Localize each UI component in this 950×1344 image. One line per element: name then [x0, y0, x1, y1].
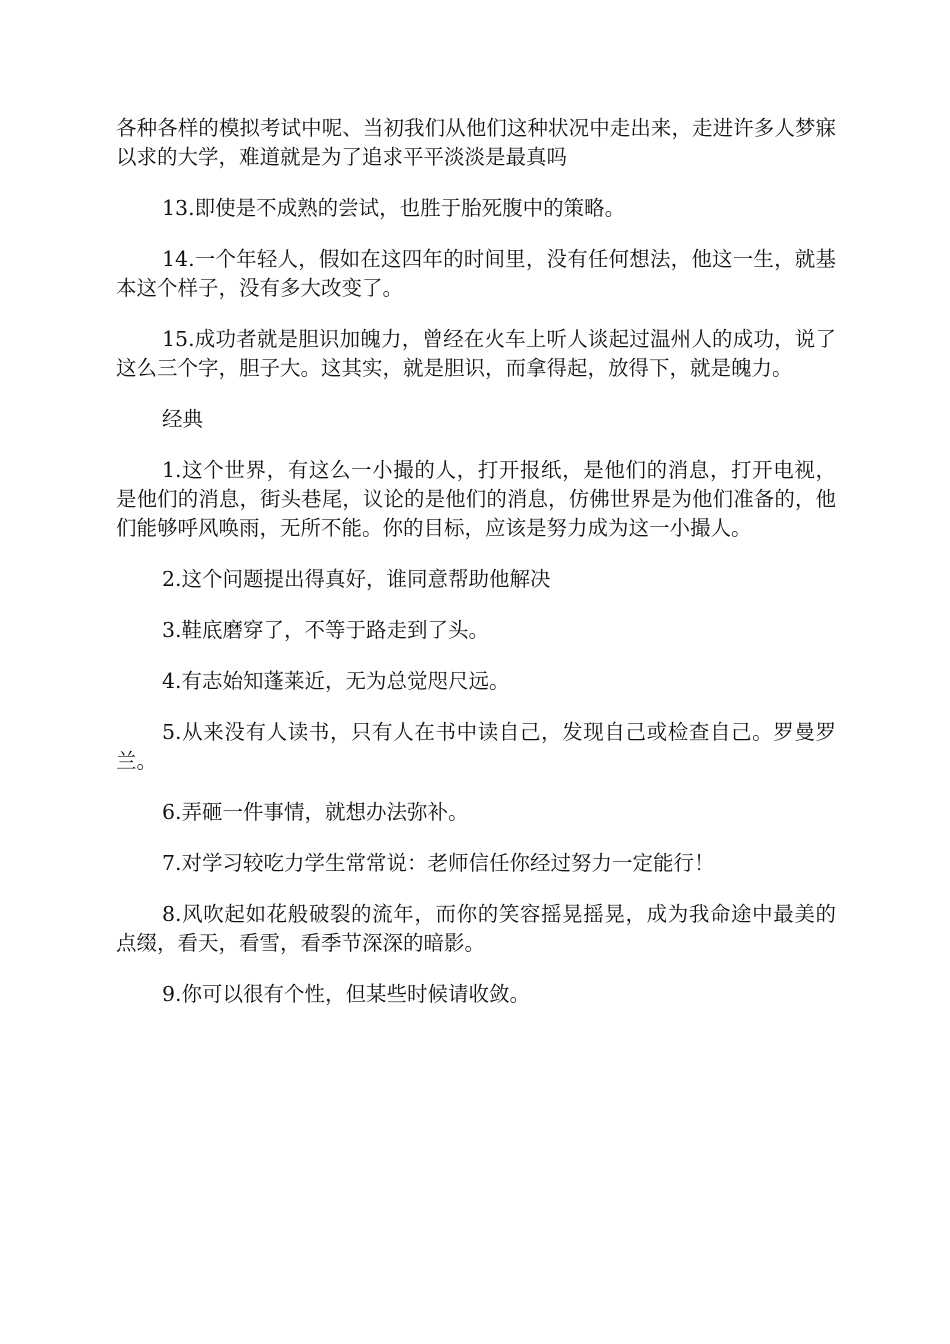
paragraph-item-4: 4.有志始知蓬莱近，无为总觉咫尺远。 [162, 669, 510, 693]
paragraph-item-9: 9.你可以很有个性，但某些时候请收敛。 [162, 982, 531, 1006]
paragraph-item-2: 2.这个问题提出得真好，谁同意帮助他解决 [162, 567, 551, 591]
paragraph-continuation: 各种各样的模拟考试中呢、当初我们从他们这种状况中走出来，走进许多人梦寐以求的大学，难道就是为了追求平平淡淡是最真吗 [116, 116, 836, 169]
document-body [116, 114, 836, 1031]
paragraph-item-15: 15.成功者就是胆识加魄力，曾经在火车上听人谈起过温州人的成功，说了这么三个字，胆子大。这其实，就是胆识，而拿得起，放得下，就是魄力。 [116, 327, 836, 380]
paragraph-item-6: 6.弄砸一件事情，就想办法弥补。 [162, 800, 469, 824]
paragraph-item-8: 8.风吹起如花般破裂的流年，而你的笑容摇晃摇晃，成为我命途中最美的点缀，看天，看雪，看季节深深的暗影。 [116, 902, 836, 955]
paragraph-item-5: 5.从来没有人读书，只有人在书中读自己，发现自己或检查自己。罗曼罗兰。 [116, 720, 836, 773]
paragraph-item-7: 7.对学习较吃力学生常常说：老师信任你经过努力一定能行！ [162, 851, 715, 875]
paragraph-item-14: 14.一个年轻人，假如在这四年的时间里，没有任何想法，他这一生，就基本这个样子，没有多大改变了。 [116, 247, 836, 300]
paragraph-item-1: 1.这个世界，有这么一小撮的人，打开报纸，是他们的消息，打开电视，是他们的消息，街头巷尾，议论的是他们的消息，仿佛世界是为他们准备的，他们能够呼风唤雨，无所不能。你的目标，应该是努力成为这一小撮人。 [116, 458, 836, 540]
paragraph-item-13: 13.即使是不成熟的尝试，也胜于胎死腹中的策略。 [162, 196, 626, 220]
paragraph-item-3: 3.鞋底磨穿了，不等于路走到了头。 [162, 618, 490, 642]
section-heading: 经典 [162, 407, 203, 431]
